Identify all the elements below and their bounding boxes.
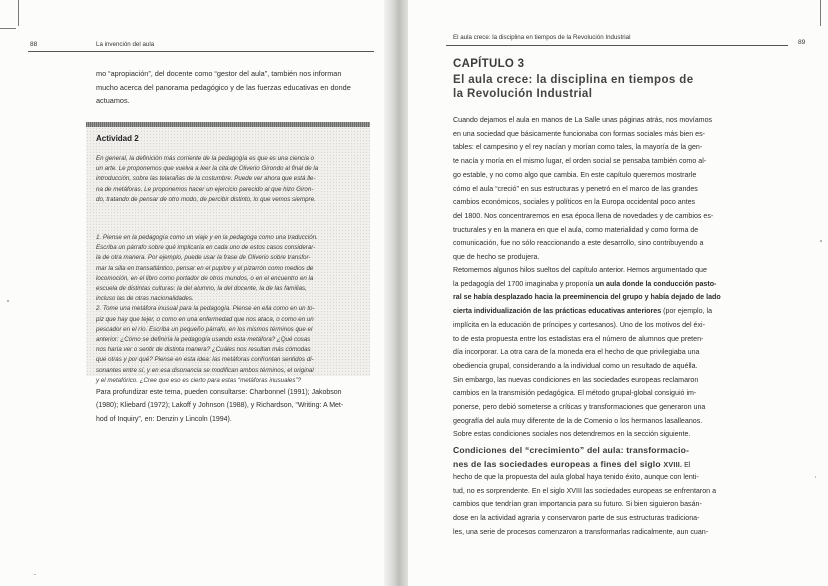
activity-intro xyxy=(96,154,366,205)
para1-line: comunicación, fue no sólo reaccionando a este desarrollo, sino contribuyendo a xyxy=(453,239,704,248)
para2-line: to de esta propuesta entre los estadistas era el número de alumnos que preten- xyxy=(453,334,704,343)
activity-items xyxy=(96,233,362,386)
further-line: (1980); Kliebard (1972); Lakoff y Johnson (1988), y Richardson, “Writing: A Met- xyxy=(96,402,344,410)
para2-emphasis: cierta individualización de las prácticas educativas anteriores xyxy=(453,307,662,316)
section-body xyxy=(453,471,803,540)
para1-line: del 1800. Nos concentraremos en esa época llena de novedades y de cambios es- xyxy=(453,211,714,220)
scan-speck xyxy=(7,300,9,302)
right-running-head: El aula crece: la disciplina en tiempos de la Revolución Industrial xyxy=(453,34,631,41)
chapter-paragraph-1 xyxy=(453,114,803,265)
crop-mark-top-right xyxy=(820,0,821,26)
item-line: que otras y por qué? Piense en esta idea: las metáforas confrontan sentidos di- xyxy=(96,356,314,364)
right-header-rule xyxy=(446,45,788,46)
para2-line: Sin embargo, las nuevas condiciones en las sociedades europeas reclamaron xyxy=(453,375,699,384)
para1-line: cambios económicos, sociales y políticos en la Europa occidental poco antes xyxy=(453,198,696,207)
item-line: piz que hay que tejer, o como en una enfermedad que nos ataca, o como en un xyxy=(96,315,314,323)
left-intro-paragraph xyxy=(96,67,386,108)
section-heading: nes de las sociedades europeas a fines del siglo xyxy=(453,459,664,469)
item-line: incluso las de otras nacionalidades. xyxy=(96,295,194,303)
activity-intro-line: do, tratando de pensar de otro modo, de percibir distinto, lo que vemos siempre. xyxy=(96,195,316,203)
section-heading: Condiciones del “crecimiento” del aula: transformacio- xyxy=(453,445,690,455)
item-line: 2. Tome una metáfora inusual para la pedagogía. Piense en ella como en un to- xyxy=(96,305,315,313)
left-page xyxy=(0,0,392,586)
item-line: escuela de distintas culturas: la del alumno, la del docente, la de las familias, xyxy=(96,285,307,293)
section-line: dose en la actividad agraria y conservaron parte de sus estructuras tradiciona- xyxy=(453,514,700,523)
scan-speck xyxy=(820,240,822,242)
para2-emphasis: ral se había desplazado hacia la preeminencia del grupo y había dejado de lado xyxy=(453,293,721,302)
section-block xyxy=(453,443,798,472)
intro-line: actuamos. xyxy=(96,96,130,106)
item-line: anterior: ¿Cómo se definiría la pedagogía usando esta metáfora? ¿Qué cosas xyxy=(96,336,311,344)
item-line: la de otra manera. Por ejemplo, puede usar la frase de Oliverio sobre transfor- xyxy=(96,254,311,262)
item-line: Escriba un párrafo sobre qué implicaría en cada uno de estos casos considerar- xyxy=(96,244,316,252)
chapter-title-line: la Revolución Industrial xyxy=(453,88,593,100)
para1-line: que de hecho se produjera. xyxy=(453,253,540,262)
further-line: Para profundizar este tema, pueden consultarse: Charbonnel (1991); Jakobson xyxy=(96,389,342,396)
intro-line: mo “apropiación”, del docente como “gestor del aula”, también nos informan xyxy=(96,69,342,78)
para2-line: geografía del aula muy diferente de la de Comenio o los hermanos lasalleanos. xyxy=(453,416,703,425)
activity-intro-line: na de metáforas. Le proponemos hacer un ejercicio parecido al que hizo Giron- xyxy=(96,185,314,193)
para1-line: go estable, y no como algo que cambia. En este capítulo queremos mostrarle xyxy=(453,170,697,179)
para1-line: tructurales y en la manera en que el aula, como materialidad y como forma de xyxy=(453,225,699,234)
item-line: mar la silla en transatlántico, pensar en el pupitre y el pizarrón como medios de xyxy=(96,264,314,272)
para2-line: ponerse, pero debió someterse a críticas y transformaciones que generaron una xyxy=(453,403,706,412)
section-line: cambios que tendrían gran importancia para su futuro. Si bien siguieron basán- xyxy=(453,500,702,509)
further-reading xyxy=(96,386,374,426)
activity-item-2 xyxy=(96,304,362,386)
crop-mark-top-left xyxy=(18,0,19,26)
activity-title: Actividad 2 xyxy=(96,134,139,143)
item-line: nos haría ver o sentir de distinta manera? ¿Cuáles nos resultan más cómodas xyxy=(96,346,311,354)
further-line: hod of Inquiry”, en: Denzin y Lincoln (1994). xyxy=(96,415,232,423)
item-line: 1. Piense en la pedagogía como un viaje y en la pedagoga como una traducción. xyxy=(96,234,318,241)
activity-intro-line: introducción, sobre las telarañas de la costumbre. Puede ver ahora que está lle- xyxy=(96,175,316,183)
chapter-label: CAPÍTULO 3 xyxy=(453,58,525,70)
para2-line: Retomemos algunos hilos sueltos del capítulo anterior. Hemos argumentado que xyxy=(453,266,707,274)
para1-line: te nacía y moría en el mismo lugar, el orden social se pensaba también como al- xyxy=(453,157,707,166)
item-line: sonantes entre sí, y en esa disonancia se modifican ambos términos, el original xyxy=(96,366,314,374)
right-folio: 89 xyxy=(798,39,806,46)
para2-line: implícita en la educación de príncipes y cortesanos). Uno de los motivos del éxi- xyxy=(453,320,705,329)
para1-line: tables: el campesino y el rey nacían y morían como tales, la mayoría de la gen- xyxy=(453,143,703,152)
section-heading-century: XVIII. xyxy=(663,460,683,469)
section-line: hecho de que la propuesta del aula global haya tenido éxito, aunque con lenti- xyxy=(453,473,699,481)
para1-line: cómo el aula “creció” en sus estructuras y penetró en el marco de las grandes xyxy=(453,184,698,193)
para2-line: Sobre estas condiciones sociales nos detendremos en la sección siguiente. xyxy=(453,430,691,439)
para2-line: cambios en la transmisión pedagógica. El método grupal-global consiguió im- xyxy=(453,389,697,398)
section-heading-tail: El xyxy=(682,461,691,469)
para1-line: Cuando dejamos el aula en manos de La Salle unas páginas atrás, nos movíamos xyxy=(453,116,713,124)
section-line: tud, no es sorprendente. En el siglo XVIII las sociedades europeas se enfrentaron a xyxy=(453,486,717,495)
left-running-head: La invención del aula xyxy=(96,41,155,48)
scan-speck xyxy=(34,574,36,575)
section-line: les, una serie de procesos comenzaron a transformarlas radicalmente, aun cuan- xyxy=(453,527,709,536)
crop-mark-top-left-h xyxy=(0,28,16,29)
scan-speck xyxy=(815,476,816,478)
chapter-title xyxy=(453,73,793,101)
activity-item-1 xyxy=(96,233,362,304)
activity-intro-line: un arte. Le proponemos que vuelva a leer la cita de Oliverio Girondo al final de la xyxy=(96,165,319,173)
para2-line: día incorporar. La otra cara de la moneda era el hecho de que privilegiaba una xyxy=(453,348,700,357)
item-line: y el metafórico. ¿Cree que eso es cierto para estas “metáforas inusuales”? xyxy=(96,376,301,384)
chapter-title-line: El aula crece: la disciplina en tiempos de xyxy=(453,74,694,86)
item-line: pescador en el río. Escriba un pequeño párrafo, en los mismos términos que el xyxy=(96,325,313,333)
left-header-rule xyxy=(28,51,374,52)
para2-line: (por ejemplo, la xyxy=(661,307,713,316)
para1-line: en una sociedad que básicamente funcionaba con formas sociales más bien es- xyxy=(453,129,705,138)
chapter-paragraph-2 xyxy=(453,264,803,442)
item-line: locomoción, en el libro como portador de otros mundos, o en el encuentro en la xyxy=(96,274,314,282)
left-folio: 88 xyxy=(30,41,38,48)
para2-line: obediencia grupal, considerando a la individual como un resultado de aquélla. xyxy=(453,361,698,370)
para2-emphasis: un aula donde la conducción pasto- xyxy=(595,279,717,288)
activity-intro-line: En general, la definición más corriente de la pedagogía es que es una ciencia o xyxy=(96,155,315,162)
activity-header-bar xyxy=(86,122,370,127)
para2-line: la pedagogía del 1700 imaginaba y proponía xyxy=(453,279,596,288)
intro-line: mucho acerca del panorama pedagógico y de las fuerzas educativas en donde xyxy=(96,82,351,92)
